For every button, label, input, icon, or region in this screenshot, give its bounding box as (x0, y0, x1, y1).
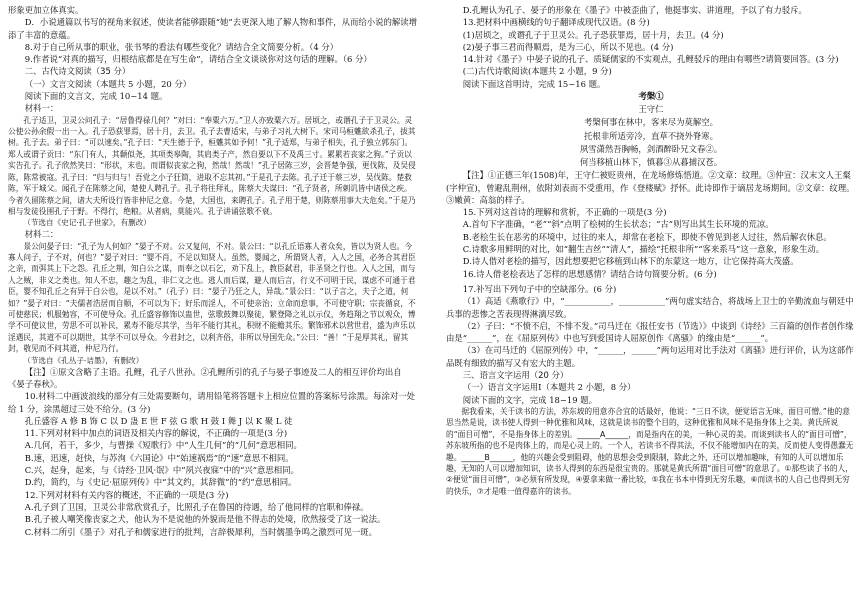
option-d-7: D．小说通篇以书写的视角来叙述，使读者能够跟随“她”去更深入地了解人物和事件，从而给小说的解读增添了丰富的意蕴。 (8, 17, 417, 40)
poem-block (446, 90, 856, 169)
subsection-heading: （一）文言文阅读（本题共 5 小题，20 分） (24, 78, 192, 89)
material-1-label: 材料一： (24, 103, 59, 114)
section-3-instruction: 阅读下面的文字，完成 18~19 题。 (462, 394, 597, 405)
question-10-sentence: 孔丘盛容 A 修 B 饰 C 以 D 蛊 E 世 F 弦 G 歌 H 鼓 I 舞 J 以 K 聚 L 徒 (24, 415, 293, 426)
question-13-2: (2)晏子事三君而得顺焉，是为三心，所以不见也。(4 分) (462, 41, 674, 52)
material-1-text: 孔子适卫，卫灵公问孔子：“居鲁得禄几何？”对曰：“奉粟六万。”卫人亦致粟六万。居顷之，或谮孔子于卫灵公。灵公使公孙余假一出一入。孔子恐获罪焉，居十月，去卫。孔子去曹适宋，与弟子习礼大树下。宋司马桓魋欲杀孔子，拔其树。孔子去。弟子曰：“可以速矣。”孔子曰：“天生德于予，桓魋其如予何！”孔子适郑，与弟子相失，孔子独立郭东门。郑人或谓子贡曰：“东门有人，其颡似尧，其项类皋陶，其肩类子产，然自要以下不及禹三寸。累累若丧家之狗。”子贡以实告孔子。孔子欣然笑曰：“形状，末也。而谓似丧家之狗，然哉！然哉！”孔子居陈三岁，会晋楚争强，更伐陈，及吴侵陈，陈常被寇。孔子曰：“归与归与！吾党之小子狂简，进取不忘其初。”于是孔子去陈。孔子迁于蔡三岁，吴伐陈。楚救陈，军于城父。闻孔子在陈蔡之间，楚使人聘孔子。孔子将往拜礼，陈蔡大夫谋曰：“孔子贤者，所刺讥皆中诸侯之疾。今者久留陈蔡之间，诸大夫所设行皆非仲尼之意。今楚，大国也，来聘孔子。孔子用于楚，则陈蔡用事大夫危矣。”于是乃相与发徒役围孔子于野。不得行，绝粮。从者病，莫能兴。孔子讲诵弦歌不衰。 (8, 115, 416, 216)
question-16: 16.诗人借老桧表达了怎样的思想感情？请结合诗句简要分析。(6 分) (462, 268, 717, 279)
poetry-instruction: 阅读下面这首明诗，完成 15~16 题。 (462, 78, 606, 89)
poem-line: 何当移植山林下，慎暮③从暮捕汉苍。 (579, 157, 723, 168)
material-2-text: 景公问晏子曰：“孔子为人何如？”晏子不对。公又复问，不对。景公曰：“以孔丘语寡人者众矣，皆以为贤人也。今寡人问子，子不对，何也？”晏子对曰：“婴不肖，不足以知贤人。虽然，婴闻之，所谓贤人者，入人之国，必务合其君臣之亲，而弭其上下之怨。孔丘之荆，知白公之谋，而奉之以石乞，劝下乱上，教臣弑君，非圣贤之行也。入人之国，而与人之贼，非义之类也。知人不忠，趣之为乱，非仁义之也。逃人而后谋，避人而后言，行义不可明于民，谋虑不可通于君臣，婴不知孔丘之有异于白公也，是以不对。”（孔子）曰：“晏子乃狂之人，异哉。”景公曰：“以子言之，夫子之道，何如？”晏子对曰：“夫儒者浩居而自顺，不可以为下；好乐而淫人，不可使亲治；立命而怠事，不可使守职；宗丧循哀，不可使慈民；机服勉容，不可使导众。孔丘盛容修饰以蛊世，弦歌鼓舞以聚徒，繁登降之礼以示仪，务趋翔之节以观众，博学不可使议世，劳思不可以补民，累寿不能尽其学，当年不能行其礼，积财不能赡其乐。繁饰邪术以营世君，盛为声乐以淫遇民，其道不可以期世，其学不可以导众。今君封之，以利齐俗，非所以导国先众。”公曰：“善！”于是厚其礼，留其封，敬见而不问其道，仲尼乃行。 (8, 241, 416, 354)
q12-option-b: B.孔子被人嘲笑像丧家之犬，他认为不是说他的外貌而是他不得志的处境，欣然接受了这一说法。 (24, 514, 386, 525)
q11-option-c: C.兴，起身，起来，与《诗经·卫风·氓》中“夙兴夜寐”中的“兴”意思相同。 (24, 465, 299, 476)
question-9: 9.作者说“对真的描写，归根结底都是在写生命”，请结合全文谈谈你对这句话的理解。（6 分） (24, 54, 372, 65)
section-2-heading: 二、古代诗文阅读（35 分） (24, 66, 131, 77)
poem-line: 考槃何事在林中，客来尽为莫解空。 (584, 117, 718, 128)
poem-title: 考槃① (638, 91, 664, 102)
poem-note: 【注】①正德三年(1508)年，王守仁被贬贵州，在龙场修炼悟道。②文章：纹理。③仲宣：汉末文人王粲(字仲宣)，曾避乱荆州，依附刘表而不受重用，作《登楼赋》抒怀。此诗即作于谪居龙场期间。②文章：纹理。③嫩黄：高翁的样子。 (446, 170, 855, 205)
left-column (8, 4, 418, 604)
material-1-source: （节选自《史记·孔子世家》，有删改） (23, 218, 151, 228)
q11-option-a: A.几何，若干，多少，与曹操《短歌行》中“人生几何”的“几何”意思相同。 (24, 440, 302, 451)
question-17-1: （1）高适《燕歌行》中，“___________，___________”两句虚实结合，将战场上卫士的辛勤流血与朝廷中兵事的悲惨之苦表现得淋漓尽致。 (446, 296, 854, 319)
q11-option-d: D.约，简约，与《史记·屈原列传》中“其文约，其辞微”的“约”意思相同。 (24, 477, 297, 488)
question-13-1: (1)居顷之，或谮孔子于卫灵公。孔子恐获罪焉，居十月，去卫。(4 分) (462, 29, 724, 40)
q15-option-b: B.老桧生长在恶劣的环境中，过往的来人，却常在老桧下，即使不曾见到老人过往，然后解衣休息。 (462, 231, 832, 242)
q15-option-d: D.诗人借对老桧的描写，因此想要把它移植到山林下的东蒙这一地方，让它保持高大茂盛。 (462, 256, 799, 267)
question-11: 11.下列对材料中加点的词语及相关内容的解说，不正确的一项是(3 分) (24, 428, 288, 439)
poetry-subsection: (二)古代诗歌阅读(本题共 2 小题，9 分) (462, 66, 612, 77)
left-line-1: 形象更加立体真实。 (8, 5, 84, 15)
material-2-label: 材料二： (24, 229, 59, 240)
q12-option-d: D.孔鲤认为孔子、晏子的形象在《墨子》中被歪曲了，他挺事实、讲道理，予以了有力驳斥。 (462, 5, 807, 15)
material-2-source: （节选自《孔丛子·诘墨》，有删改） (23, 355, 144, 365)
section-3-subheading: （一）语言文字运用Ⅰ（本题共 2 小题，8 分） (462, 382, 636, 393)
note-1: 【注】①原文含略了主语。孔鲤，孔子八世孙。②孔鲤所引的孔子与晏子事迹及二人的相互评价均出自《晏子春秋》。 (8, 366, 402, 389)
poem-line: 夙雪潇然吾胸畅，剑酒醉卧兄文春②。 (579, 143, 723, 154)
poem-author: 王守仁 (638, 104, 664, 115)
reading-passage: 据我看来，关于读书的方法，苏东坡的用意亦合宜的话最好，他说：“三日不读，便觉语言无味，面目可憎。”他的意思当然是说，读书使人得到一种优雅和风味，这就是读书的整个目的，这种优雅和风味不是指身体上之美。黄氏所说的“面目可憎”，不是指身体上的差别。______A______，而是指内在的美，一种心灵的美。而谈到读书人的“面目可憎”，苏东坡所指的也不是肉体上的，而是心灵上的。一个人，若读书不得其法，不仅不能增加内在的美，反而使人变得愚蠢无趣。______B______，他的兴趣会受到阻碍，他的思想会受到限制，除此之外，还可以增加趣味，有知的人可以增加乐趣，无知的人可以增加知识，读书人得到的东西是很宝贵的。那就是黄氏所谓“面目可憎”的意思了。①那些读了书的人，②便觉“面目可憎”，③必须有所发现，④要拿来做一番比较，⑤我在书本中得到无穷乐趣，⑥而读书的人自己也得到无穷的快乐，⑦才是唯一值得嘉许的读书。 (446, 406, 854, 496)
question-17: 17.补写出下列句子中的空缺部分。(6 分) (462, 283, 617, 294)
question-14: 14.针对《墨子》中晏子说的孔子、质疑儒家的不实观点，孔鲤驳斥的理由有哪些?请简要回答。(3 分) (462, 54, 839, 65)
right-column (446, 4, 856, 604)
poem-line: 托根非所适旁冷，直草不挠外脊寒。 (584, 130, 718, 141)
q15-option-c: C.诗歌多用鲜明的对比，如“翻生吉丝”“清人”，描绘“托根非所”“客来系马”这一意象，形象生动。 (462, 244, 825, 255)
instruction: 阅读下面的文言文，完成 10~14 题。 (24, 91, 168, 102)
question-15: 15.下列对这首诗的理解和赏析，不正确的一项是(3 分) (462, 207, 667, 218)
q15-option-a: A.首句下字准确，“老”“斜”点明了桧树的生长状态；“古”则写出其生长环境的荒凉。 (462, 219, 774, 230)
question-13: 13.把材料中画横线的句子翻译成现代汉语。(8 分) (462, 17, 650, 28)
q11-option-b: B.速，迅速，赶快，与苏洵《六国论》中“始速祸焉”的“速”意思不相同。 (24, 452, 294, 463)
question-17-3: （3）在司马迁的《屈原列传》中，“______，______”两句运用对比手法对《离骚》进行评价，认为这部作品既有细致的描写又有宏大的主题。 (446, 345, 854, 368)
question-8: 8.对于自己所从事的职业，张书琴的看法有哪些变化？请结合全文简要分析。（4 分） (24, 41, 339, 52)
q12-option-a: A.孔子到了卫国，卫灵公非常欣赏孔子，比照孔子在鲁国的待遇，给了他同样的官职和俸禄。 (24, 501, 369, 512)
question-17-2: （2）子曰：“不愤不启，不悱不发。”司马迁在《报任安书（节选）》中谈到《诗经》三百篇的创作者创作缘由是“______”，在《屈原列传》中也写到爱国诗人屈原创作《离骚》的缘由是“______”。 (446, 320, 854, 344)
section-3-heading: 三、语言文字运用（20 分） (462, 370, 569, 381)
question-10: 10.材料二中画波浪线的部分有三处需要断句，请用铅笔将答题卡上相应位置的答案标号涂黑。每涂对一处给 1 分，涂黑超过三处不给分。(3 分) (8, 391, 415, 414)
question-12: 12.下列对材料有关内容的概述，不正确的一项是(3 分) (24, 489, 229, 500)
q12-option-c: C.材料二所引《墨子》对孔子和儒家进行的批判，言辞极犀利，当时儒墨争鸣之激烈可见一斑。 (24, 526, 377, 537)
